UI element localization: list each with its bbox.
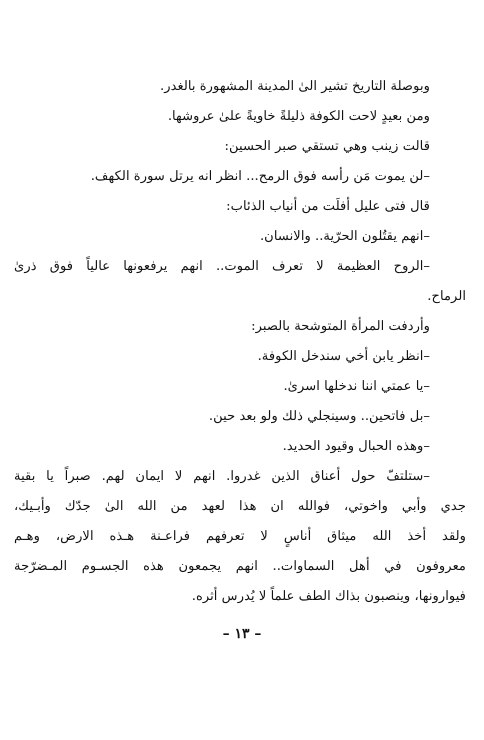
text-line: جدي وأبي واخوتي، فوالله ان هذا لعهد من الله الىٰ جدّك وأبـيك، [14, 499, 466, 514]
text-line: ومن بعيدٍ لاحت الكوفة ذليلةً خاويةً علىٰ عروشها. [167, 109, 430, 124]
text-line: قال فتى عليل أفلَت من أنياب الذئاب: [226, 199, 430, 214]
text-line: فيوارونها، وينصبون بذاك الطف علماً لا يُدرس أثره. [191, 589, 466, 604]
text-line: وبوصلة التاريخ تشير الىٰ المدينة المشهورة بالغدر. [160, 79, 430, 94]
body-text [14, 72, 466, 612]
text-line: الرماح. [427, 289, 466, 304]
text-line: قالت زينب وهي تستقي صبر الحسين: [224, 139, 430, 154]
text-line: –انظر يابن أخي سندخل الكوفة. [257, 349, 430, 364]
text-line: معروفون في أهل السماوات.. انهم يجمعون هذه الجسـوم المـضرّجة [14, 559, 466, 574]
text-line: –بل فاتحين.. وسينجلي ذلك ولو بعد حين. [208, 409, 430, 424]
text-line: –انهم يقتُلون الحرّية.. والانسان. [259, 229, 430, 244]
text-line: –ستلتفّ حول أعناق الذين غدروا. انهم لا ايمان لهم. صبراً يا بقية [14, 469, 430, 484]
text-line: –يا عمتي اننا ندخلها اسرىٰ. [283, 379, 430, 394]
text-line: –لن يموت مَن رأسه فوق الرمح... انظر انه يرتل سورة الكهف. [90, 169, 430, 184]
page-number: – ١٣ – [222, 626, 262, 642]
text-line: وأردفت المرأة المتوشحة بالصبر: [251, 319, 430, 334]
text-line: –وهذه الحبال وقيود الحديد. [282, 439, 430, 454]
text-line: –الروح العظيمة لا تعرف الموت.. انهم يرفعونها عالياً فوق ذرىٰ [14, 259, 430, 274]
text-line: ولقد أخذ الله ميثاق أناسٍ لا تعرفهم فراعـنة هـذه الارض، وهـم [14, 529, 466, 544]
